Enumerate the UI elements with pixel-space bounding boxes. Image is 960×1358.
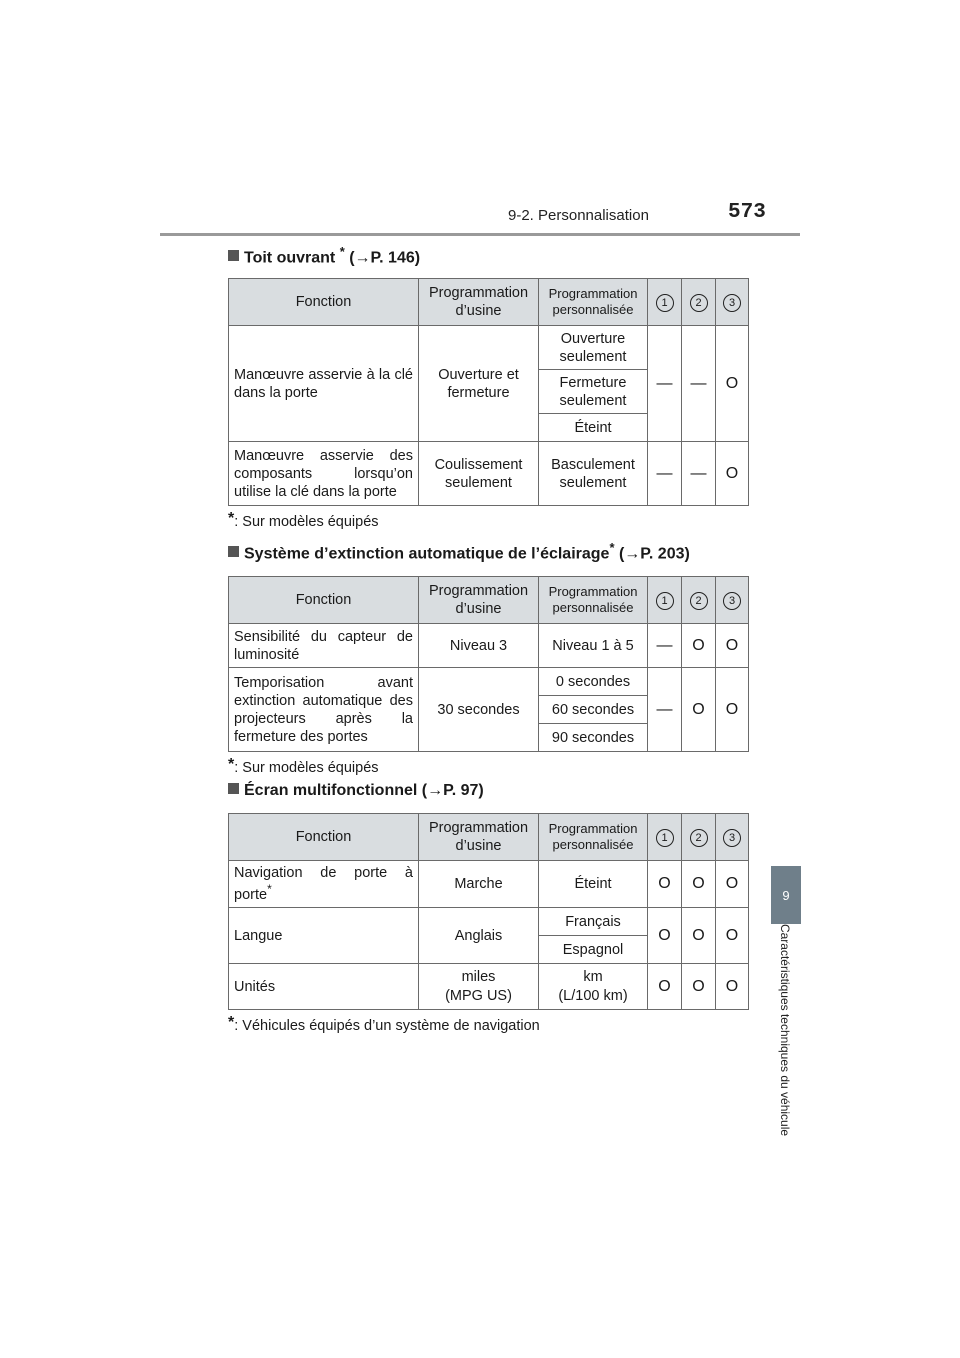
header-factory: Programmation d’usine (419, 279, 539, 326)
table-cell: Fermeture seulement (539, 370, 648, 414)
header-custom: Programmation personnalisée (539, 814, 648, 861)
table-cell: Espagnol (539, 936, 648, 964)
table-cell: O (716, 624, 749, 668)
sunroof-table (228, 278, 749, 506)
table-cell: O (716, 668, 749, 752)
header-function: Fonction (229, 814, 419, 861)
table-cell: O (648, 861, 682, 908)
square-bullet-icon (228, 546, 239, 557)
table-cell: O (682, 908, 716, 964)
header-col-1: 1 (648, 814, 682, 861)
header-custom: Programmation personnalisée (539, 279, 648, 326)
table-cell: Anglais (419, 908, 539, 964)
header-function: Fonction (229, 279, 419, 326)
table-cell: — (648, 624, 682, 668)
table-cell: Sensibilité du capteur de luminosité (229, 624, 419, 668)
sunroof-heading: Toit ouvrant * (→P. 146) (228, 244, 752, 267)
chapter-tab: 9 (771, 866, 801, 924)
table-cell: O (648, 908, 682, 964)
auto-light-off-section (228, 540, 752, 776)
table-cell: Niveau 1 à 5 (539, 624, 648, 668)
multi-info-display-section (228, 782, 752, 1034)
table-cell: Manœuvre asservie des composants lorsqu’on utilise la clé dans la porte (229, 442, 419, 506)
table-cell: Langue (229, 908, 419, 964)
table-cell: O (716, 326, 749, 442)
square-bullet-icon (228, 783, 239, 794)
table-cell: Ouverture et fermeture (419, 326, 539, 442)
table-cell: O (716, 442, 749, 506)
table-cell: Éteint (539, 414, 648, 442)
table-cell: Temporisation avant extinction automatique des projecteurs après la fermeture des portes (229, 668, 419, 752)
header-col-1: 1 (648, 279, 682, 326)
chapter-caption: Caractéristiques techniques du véhicule (778, 923, 792, 1137)
section-header: 9-2. Personnalisation (508, 207, 649, 224)
footnote: *: Sur modèles équipés (228, 510, 379, 531)
table-cell: O (716, 908, 749, 964)
header-col-3: 3 (716, 577, 749, 624)
multi-info-display-table (228, 813, 749, 1010)
table-cell: 0 secondes (539, 668, 648, 696)
header-col-2: 2 (682, 814, 716, 861)
table-cell: Français (539, 908, 648, 936)
footnote: *: Véhicules équipés d’un système de navigation (228, 1014, 540, 1035)
table-cell: O (682, 624, 716, 668)
table-cell: 30 secondes (419, 668, 539, 752)
header-rule (160, 233, 800, 236)
table-cell: O (682, 861, 716, 908)
header-col-2: 2 (682, 577, 716, 624)
header-factory: Programmation d’usine (419, 577, 539, 624)
header-col-3: 3 (716, 279, 749, 326)
multi-info-display-heading: Écran multifonctionnel (→P. 97) (228, 782, 752, 800)
header-function: Fonction (229, 577, 419, 624)
sunroof-section (228, 244, 752, 530)
table-cell: km (L/100 km) (539, 964, 648, 1010)
table-cell: Manœuvre asservie à la clé dans la porte (229, 326, 419, 442)
table-cell: Niveau 3 (419, 624, 539, 668)
footnote: *: Sur modèles équipés (228, 756, 379, 777)
table-cell: Ouverture seulement (539, 326, 648, 370)
table-cell: — (648, 668, 682, 752)
table-cell: O (716, 964, 749, 1010)
table-cell: Marche (419, 861, 539, 908)
table-cell: — (682, 442, 716, 506)
table-cell: Éteint (539, 861, 648, 908)
table-cell: O (716, 861, 749, 908)
table-cell: Navigation de porte à porte* (229, 861, 419, 908)
table-cell: Coulissement seulement (419, 442, 539, 506)
header-factory: Programmation d’usine (419, 814, 539, 861)
header-col-3: 3 (716, 814, 749, 861)
header-col-2: 2 (682, 279, 716, 326)
table-cell: — (682, 326, 716, 442)
table-cell: 60 secondes (539, 696, 648, 724)
table-cell: — (648, 326, 682, 442)
page-number: 573 (728, 201, 766, 224)
header-col-1: 1 (648, 577, 682, 624)
table-cell: Basculement seulement (539, 442, 648, 506)
table-cell: — (648, 442, 682, 506)
table-cell: O (682, 668, 716, 752)
auto-light-off-table (228, 576, 749, 752)
table-cell: O (648, 964, 682, 1010)
table-cell: 90 secondes (539, 724, 648, 752)
table-cell: Unités (229, 964, 419, 1010)
table-cell: miles (MPG US) (419, 964, 539, 1010)
square-bullet-icon (228, 250, 239, 261)
auto-light-off-heading: Système d’extinction automatique de l’éclairage* (→P. 203) (228, 540, 752, 563)
header-custom: Programmation personnalisée (539, 577, 648, 624)
table-cell: O (682, 964, 716, 1010)
